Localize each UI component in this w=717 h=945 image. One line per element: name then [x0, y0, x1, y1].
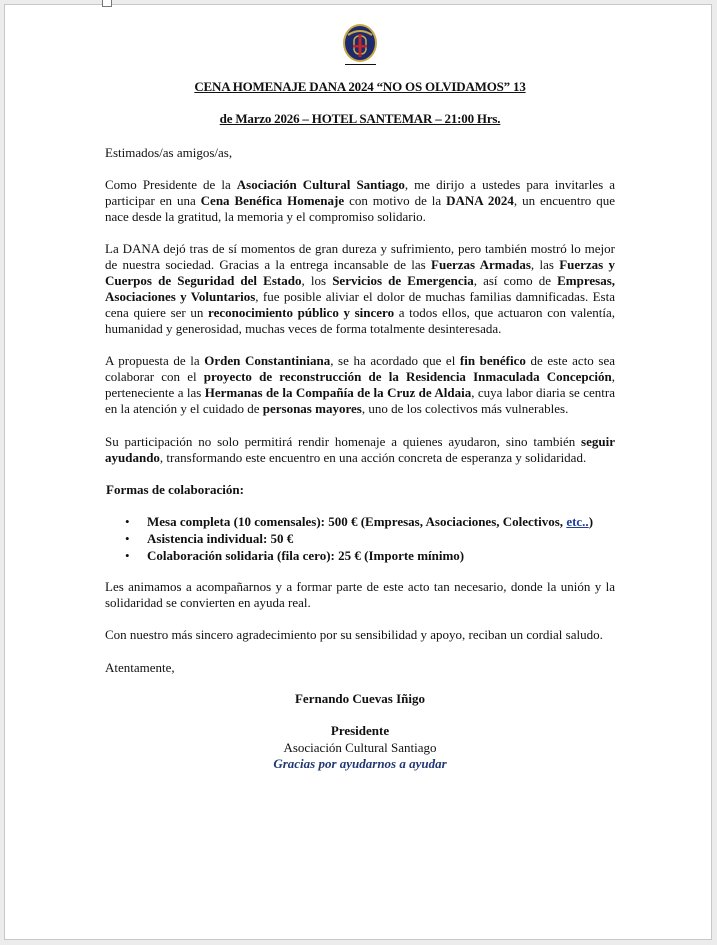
signature-name: Fernando Cuevas Iñigo [294, 691, 426, 706]
paragraph-participation: Su participación no solo permitirá rendir homenaje a quienes ayudaron, sino también seguir ayudando, transformando este encuentro en una acción concreta de esperanza y solidaridad. [105, 434, 615, 465]
document-page [4, 4, 712, 940]
bullet-icon: • [125, 514, 130, 529]
signature-motto: Gracias por ayudarnos a ayudar [273, 756, 447, 771]
paragraph-purpose: A propuesta de la Orden Constantiniana, se ha acordado que el fin benéfico de este acto sea colaborar con el proyecto de reconstrucción de la Residencia Inmaculada Concepción, perteneciente a las Hermanas de la Compañía de la Cruz de Aldaia, cuya labor diaria se centra en la atención y el cuidado de personas mayores, uno de los colectivos más vulnerables. [105, 353, 616, 416]
association-emblem-icon [342, 23, 378, 63]
signature-organization: Asociación Cultural Santiago [283, 740, 437, 755]
paragraph-dana: La DANA dejó tras de sí momentos de gran dureza y sufrimiento, pero también mostró lo mejor de nuestra sociedad. Gracias a la entrega incansable de las Fuerzas Armadas, las Fuerzas y Cuerpos de Seguridad del Estado, los Servicios de Emergencia, así como de Empresas, Asociaciones y Voluntarios, fue posible aliviar el dolor de muchas familias damnificadas. Esta cena quiere ser un reconocimiento público y sincero a todos ellos, que actuaron con valentía, humanidad y generosidad, muchas veces de forma totalmente desinteresada. [105, 241, 616, 336]
closing: Atentamente, [105, 660, 175, 675]
collaboration-item: • Asistencia individual: 50 € [125, 531, 294, 546]
collaboration-list [125, 514, 625, 565]
collaboration-item: • Colaboración solidaria (fila cero): 25 € (Importe mínimo) [125, 548, 465, 563]
title-line-2: de Marzo 2026 – HOTEL SANTEMAR – 21:00 Hrs. [219, 111, 501, 126]
paragraph-invitation: Les animamos a acompañarnos y a formar parte de este acto tan necesario, donde la unión y la solidaridad se convierten en ayuda real. [105, 579, 615, 610]
paragraph-intro: Como Presidente de la Asociación Cultural Santiago, me dirijo a ustedes para invitarles a participar en una Cena Benéfica Homenaje con motivo de la DANA 2024, un encuentro que nace desde la gratitud, la memoria y el compromiso solidario. [105, 177, 615, 224]
bullet-icon: • [125, 531, 130, 546]
title-line-1: CENA HOMENAJE DANA 2024 “NO OS OLVIDAMOS” 13 [194, 79, 526, 94]
collaboration-heading: Formas de colaboración: [106, 482, 244, 497]
greeting: Estimados/as amigos/as, [105, 145, 233, 160]
logo-underline [345, 64, 376, 65]
ruler-indent-marker[interactable] [102, 0, 112, 7]
collaboration-item: • Mesa completa (10 comensales): 500 € (Empresas, Asociaciones, Colectivos, etc..) [125, 514, 594, 529]
paragraph-thanks: Con nuestro más sincero agradecimiento por su sensibilidad y apoyo, reciban un cordial saludo. [105, 627, 603, 642]
etc-link[interactable]: etc.. [566, 514, 589, 529]
signature-role: Presidente [330, 723, 390, 738]
bullet-icon: • [125, 548, 130, 563]
